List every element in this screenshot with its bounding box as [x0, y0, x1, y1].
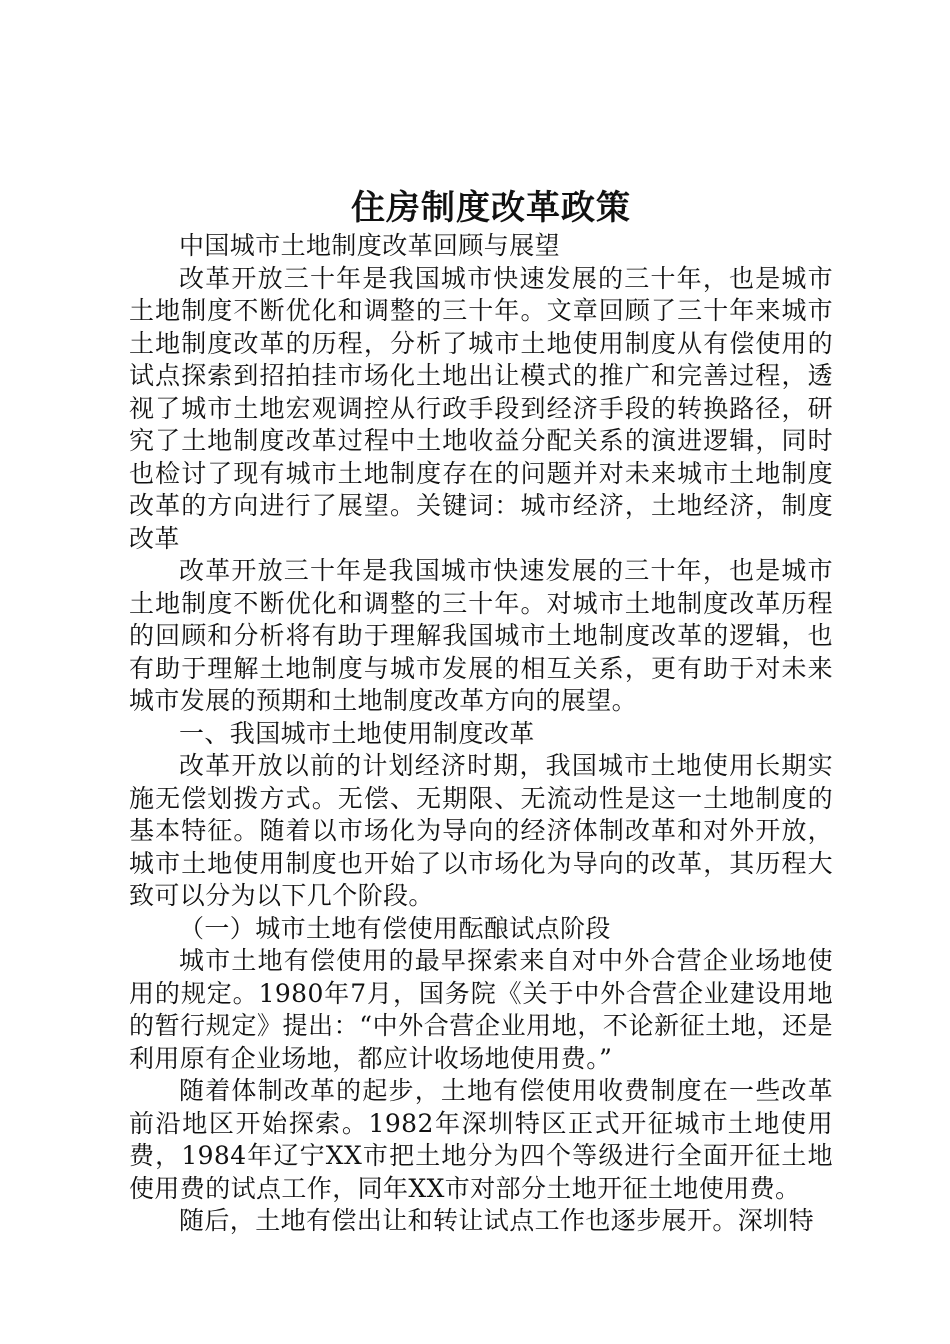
paragraph-transfer-pilot: 随后，土地有偿出让和转让试点工作也逐步展开。深圳特 — [179, 1206, 815, 1235]
section-heading-1: 一、我国城市土地使用制度改革 — [179, 718, 535, 748]
paragraph-abstract: 改革开放三十年是我国城市快速发展的三十年，也是城市土地制度不断优化和调整的三十年。文章回顾了三十年来城市土地制度改革的历程，分析了城市土地使用制度从有偿使用的试点探索到招拍挂市场化土地出让模式的推广和完善过程，透视了城市土地宏观调控从行政手段到经济手段的转换路径，研究了土地制度改革过程中土地收益分配关系的演进逻辑，同时也检讨了现有城市土地制度存在的问题并对未来城市土地制度改革的方向进行了展望。关键词：城市经济，土地经济，制度改革 — [129, 263, 833, 553]
paragraph-intro: 改革开放三十年是我国城市快速发展的三十年，也是城市土地制度不断优化和调整的三十年。对城市土地制度改革历程的回顾和分析将有助于理解我国城市土地制度改革的逻辑，也有助于理解土地制度与城市发展的相互关系，更有助于对未来城市发展的预期和土地制度改革方向的展望。 — [129, 556, 833, 715]
document-page — [129, 186, 833, 1238]
paragraph-fee-exploration: 随着体制改革的起步，土地有偿使用收费制度在一些改革前沿地区开始探索。1982年深圳特区正式开征城市土地使用费，1984年辽宁XX市把土地分为四个等级进行全面开征土地使用费的试点工作，同年XX市对部分土地开征土地使用费。 — [129, 1076, 833, 1203]
document-subtitle: 中国城市土地制度改革回顾与展望 — [179, 231, 561, 260]
paragraph-planned-economy: 改革开放以前的计划经济时期，我国城市土地使用长期实施无偿划拨方式。无偿、无期限、无流动性是这一土地制度的基本特征。随着以市场化为导向的经济体制改革和对外开放，城市土地使用制度也开始了以市场化为导向的改革，其历程大致可以分为以下几个阶段。 — [129, 751, 833, 910]
subsection-heading-1: （一）城市土地有偿使用酝酿试点阶段 — [179, 913, 611, 943]
document-title: 住房制度改革政策 — [351, 188, 631, 228]
paragraph-1980-regulation: 城市土地有偿使用的最早探索来自对中外合营企业场地使用的规定。1980年7月，国务院《关于中外合营企业建设用地的暂行规定》提出：“中外合营企业用地，不论新征土地，还是利用原有企业场地，都应计收场地使用费。” — [129, 946, 833, 1073]
